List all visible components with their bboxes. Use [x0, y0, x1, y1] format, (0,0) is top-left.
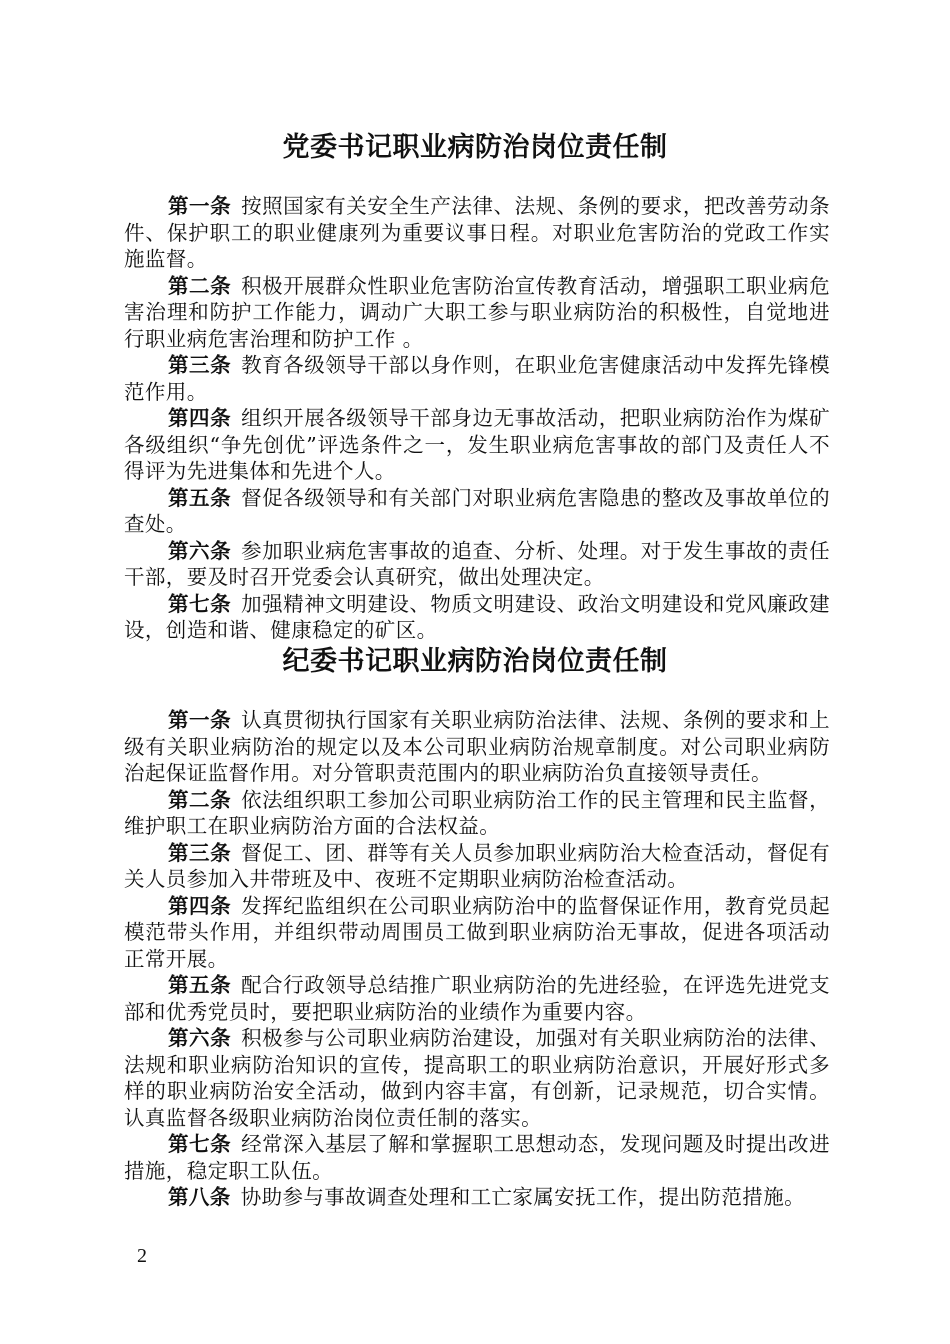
article-text: 教育各级领导干部以身作则，在职业危害健康活动中发挥先锋模范作用。 — [124, 353, 830, 404]
article-label: 第三条 — [168, 353, 232, 377]
article-paragraph — [124, 193, 830, 273]
article-paragraph — [124, 273, 830, 353]
article-label: 第二条 — [168, 273, 232, 298]
article-label: 第七条 — [168, 591, 232, 616]
article-text: 参加职业病危害事故的追查、分析、处理。对于发生事故的责任干部，要及时召开党委会认真研究，做出处理决定。 — [124, 538, 830, 589]
article-text: 发挥纪监组织在公司职业病防治中的监督保证作用，教育党员起模范带头作用，并组织带动周围员工做到职业病防治无事故，促进各项活动正常开展。 — [124, 893, 830, 971]
article-text: 督促工、团、群等有关人员参加职业病防治大检查活动，督促有关人员参加入井带班及中、夜班不定期职业病防治检查活动。 — [124, 840, 830, 891]
section-title: 纪委书记职业病防治岗位责任制 — [282, 646, 668, 677]
article-paragraph — [124, 840, 830, 893]
article-label: 第八条 — [168, 1185, 231, 1209]
article-text: 积极开展群众性职业危害防治宣传教育活动，增强职工职业病危害治理和防护工作能力，调动广大职工参与职业病防治的积极性，自觉地进行职业病危害治理和防护工作 。 — [124, 273, 830, 351]
article-text: 积极参与公司职业病防治建设，加强对有关职业病防治的法律、法规和职业病防治知识的宣传，提高职工的职业病防治意识，开展好形式多样的职业病防治安全活动，做到内容丰富，有创新，记录规范，切合实情。认真监督各级职业病防治岗位责任制的落实。 — [124, 1026, 830, 1130]
article-text: 协助参与事故调查处理和工亡家属安抚工作，提出防范措施。 — [240, 1185, 806, 1209]
page-number: 2 — [137, 1245, 147, 1267]
article-label: 第六条 — [168, 538, 232, 563]
article-list — [124, 193, 830, 644]
article-list — [124, 707, 830, 1211]
article-label: 第二条 — [168, 787, 232, 812]
article-label: 第一条 — [168, 708, 232, 732]
article-paragraph — [124, 352, 830, 405]
article-paragraph — [124, 972, 830, 1025]
article-paragraph — [124, 1025, 830, 1131]
article-text: 按照国家有关安全生产法律、法规、条例的要求，把改善劳动条件、保护职工的职业健康列为重要议事日程。对职业危害防治的党政工作实施监督。 — [124, 194, 830, 271]
article-paragraph — [124, 1131, 830, 1184]
article-text: 督促各级领导和有关部门对职业病危害隐患的整改及事故单位的查处。 — [124, 485, 830, 536]
article-text: 依法组织职工参加公司职业病防治工作的民主管理和民主监督，维护职工在职业病防治方面的合法权益。 — [124, 787, 830, 838]
article-label: 第四条 — [168, 893, 232, 918]
article-label: 第四条 — [168, 406, 232, 430]
article-paragraph — [124, 707, 830, 787]
article-label: 第五条 — [168, 973, 232, 997]
article-text: 配合行政领导总结推广职业病防治的先进经验，在评选先进党支部和优秀党员时，要把职业病防治的业绩作为重要内容。 — [124, 973, 830, 1024]
article-label: 第六条 — [168, 1026, 232, 1050]
article-paragraph — [124, 787, 830, 840]
article-label: 第五条 — [168, 485, 232, 510]
article-paragraph — [124, 538, 830, 591]
article-label: 第一条 — [168, 194, 232, 218]
article-label: 第三条 — [168, 840, 232, 865]
article-text: 认真贯彻执行国家有关职业病防治法律、法规、条例的要求和上级有关职业病防治的规定以及本公司职业病防治规章制度。对公司职业病防治起保证监督作用。对分管职责范围内的职业病防治负直接领导责任。 — [124, 708, 830, 785]
article-text: 加强精神文明建设、物质文明建设、政治文明建设和党风廉政建设，创造和谐、健康稳定的矿区。 — [124, 591, 830, 642]
article-paragraph — [124, 405, 830, 485]
article-label: 第七条 — [168, 1132, 232, 1156]
article-paragraph — [124, 1184, 830, 1211]
section-title: 党委书记职业病防治岗位责任制 — [282, 132, 668, 163]
article-text: 组织开展各级领导干部身边无事故活动，把职业病防治作为煤矿各级组织“争先创优”评选条件之一，发生职业病危害事故的部门及责任人不得评为先进集体和先进个人。 — [124, 406, 830, 483]
article-text: 经常深入基层了解和掌握职工思想动态，发现问题及时提出改进措施，稳定职工队伍。 — [124, 1132, 830, 1183]
article-paragraph — [124, 893, 830, 973]
article-paragraph — [124, 591, 830, 644]
article-paragraph — [124, 485, 830, 538]
